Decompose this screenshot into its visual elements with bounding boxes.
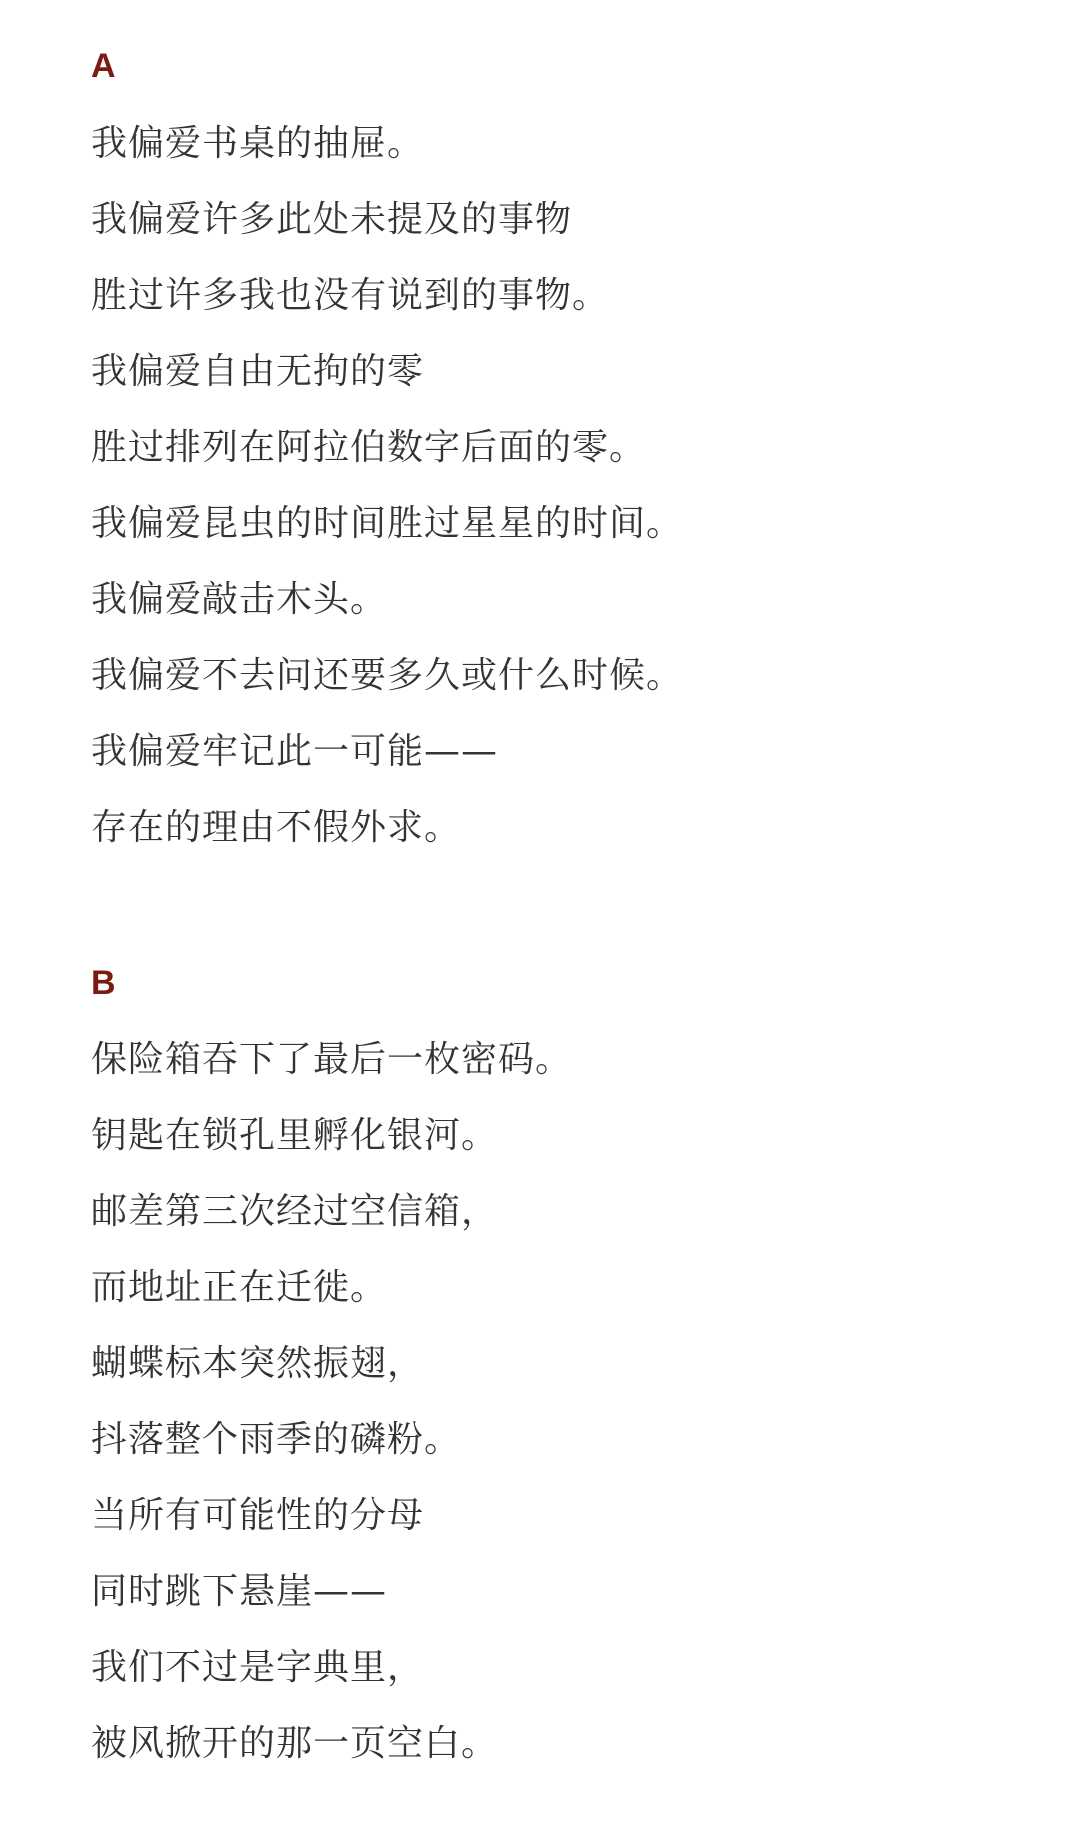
poem-line: 抖落整个雨季的磷粉。 xyxy=(91,1419,462,1460)
poem-line: 我们不过是字典里， xyxy=(91,1647,425,1688)
poem-line: 当所有可能性的分母 xyxy=(91,1495,425,1536)
poem-line: 邮差第三次经过空信箱， xyxy=(91,1191,499,1232)
poem-line: 被风掀开的那一页空白。 xyxy=(91,1723,499,1764)
poem-line: 我偏爱书桌的抽屉。 xyxy=(91,123,425,164)
poem-line: 保险箱吞下了最后一枚密码。 xyxy=(91,1039,573,1080)
poem-line: 而地址正在迁徙。 xyxy=(91,1267,388,1308)
poem-line: 我偏爱不去问还要多久或什么时候。 xyxy=(91,655,684,696)
poem-line: 我偏爱牢记此一可能—— xyxy=(91,731,499,772)
poem-line: 同时跳下悬崖—— xyxy=(91,1571,388,1612)
poem-line: 我偏爱昆虫的时间胜过星星的时间。 xyxy=(91,503,684,544)
section-label-a: A xyxy=(91,47,116,85)
poem-b xyxy=(91,1022,572,1782)
poem-line: 我偏爱自由无拘的零 xyxy=(91,351,425,392)
poem-line: 胜过排列在阿拉伯数字后面的零。 xyxy=(91,427,647,468)
poem-line: 我偏爱敲击木头。 xyxy=(91,579,388,620)
poem-line: 钥匙在锁孔里孵化银河。 xyxy=(91,1115,499,1156)
poem-line: 胜过许多我也没有说到的事物。 xyxy=(91,275,610,316)
poem-line: 我偏爱许多此处未提及的事物 xyxy=(91,199,573,240)
poem-line: 存在的理由不假外求。 xyxy=(91,807,462,848)
poem-line: 蝴蝶标本突然振翅， xyxy=(91,1343,425,1384)
poem-a xyxy=(91,106,683,866)
section-label-b: B xyxy=(91,964,116,1002)
